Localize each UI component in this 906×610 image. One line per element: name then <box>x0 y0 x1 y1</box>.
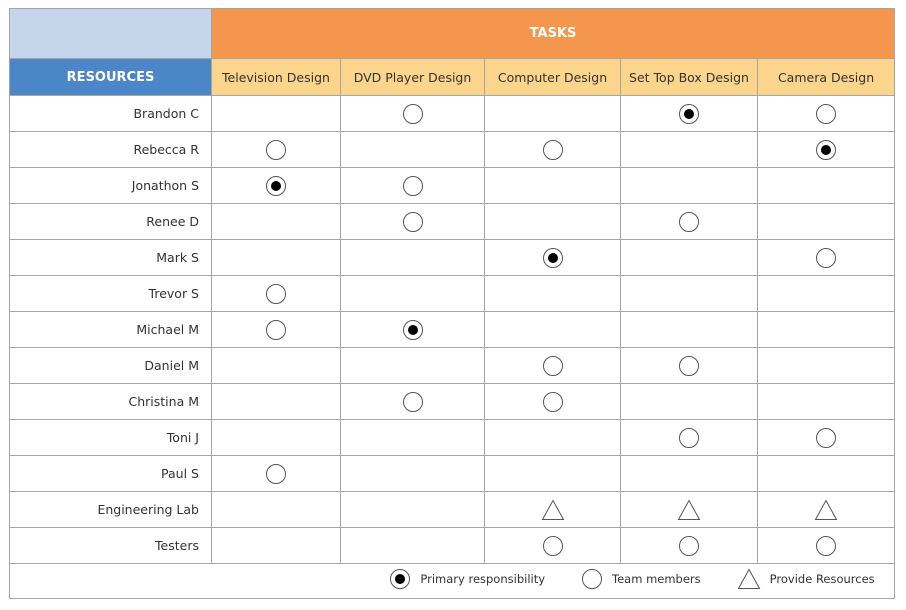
assignment-cell <box>758 240 895 276</box>
resource-name: Toni J <box>10 420 212 456</box>
assignment-cell <box>621 456 758 492</box>
resource-name: Jonathon S <box>10 168 212 204</box>
assignment-cell <box>485 276 621 312</box>
assignment-cell <box>212 168 341 204</box>
table-row <box>10 348 895 384</box>
team-member-icon <box>815 427 837 449</box>
table-row <box>10 132 895 168</box>
team-member-icon <box>542 535 564 557</box>
assignment-cell <box>485 312 621 348</box>
table-row <box>10 240 895 276</box>
assignment-cell <box>621 420 758 456</box>
header-corner <box>10 9 212 59</box>
primary-responsibility-icon <box>402 319 424 341</box>
provide-resources-icon <box>541 499 565 521</box>
assignment-cell <box>212 132 341 168</box>
assignment-cell <box>341 312 485 348</box>
task-column-header: Set Top Box Design <box>621 59 758 96</box>
team-member-icon <box>265 319 287 341</box>
legend-row <box>10 564 895 599</box>
primary-responsibility-icon <box>542 247 564 269</box>
assignment-cell <box>485 384 621 420</box>
table-row <box>10 204 895 240</box>
team-member-icon <box>265 463 287 485</box>
team-member-icon <box>265 283 287 305</box>
resource-name: Renee D <box>10 204 212 240</box>
team-member-icon <box>542 139 564 161</box>
assignment-cell <box>485 420 621 456</box>
legend-item <box>581 568 701 590</box>
provide-resources-icon <box>814 499 838 521</box>
team-member-icon <box>815 103 837 125</box>
assignment-cell <box>341 420 485 456</box>
assignment-cell <box>485 528 621 564</box>
assignment-cell <box>758 96 895 132</box>
assignment-cell <box>758 132 895 168</box>
resource-name: Christina M <box>10 384 212 420</box>
team-member-icon <box>815 535 837 557</box>
team-member-icon <box>678 211 700 233</box>
assignment-cell <box>758 456 895 492</box>
assignment-cell <box>758 204 895 240</box>
team-member-icon <box>542 355 564 377</box>
primary-responsibility-icon <box>265 175 287 197</box>
resource-name: Rebecca R <box>10 132 212 168</box>
team-member-icon <box>402 391 424 413</box>
assignment-cell <box>621 240 758 276</box>
primary-responsibility-icon <box>815 139 837 161</box>
assignment-cell <box>341 204 485 240</box>
table-row <box>10 312 895 348</box>
assignment-cell <box>621 528 758 564</box>
assignment-cell <box>341 276 485 312</box>
table-row <box>10 492 895 528</box>
team-member-icon <box>678 427 700 449</box>
matrix-body <box>10 96 895 564</box>
assignment-cell <box>621 492 758 528</box>
team-member-icon <box>581 568 603 590</box>
assignment-cell <box>485 204 621 240</box>
tasks-header: TASKS <box>212 9 895 59</box>
assignment-cell <box>758 420 895 456</box>
assignment-cell <box>212 384 341 420</box>
resource-name: Brandon C <box>10 96 212 132</box>
team-member-icon <box>402 211 424 233</box>
resource-name: Engineering Lab <box>10 492 212 528</box>
task-column-header: Camera Design <box>758 59 895 96</box>
provide-resources-icon <box>677 499 701 521</box>
resource-name: Trevor S <box>10 276 212 312</box>
assignment-cell <box>212 420 341 456</box>
assignment-cell <box>621 348 758 384</box>
assignment-cell <box>485 348 621 384</box>
provide-resources-icon <box>737 568 761 590</box>
team-member-icon <box>402 103 424 125</box>
resource-name: Paul S <box>10 456 212 492</box>
table-row <box>10 168 895 204</box>
assignment-cell <box>485 132 621 168</box>
assignment-cell <box>341 528 485 564</box>
assignment-cell <box>341 384 485 420</box>
assignment-cell <box>621 168 758 204</box>
legend-label: Primary responsibility <box>420 572 546 586</box>
column-header-row <box>10 59 895 96</box>
assignment-cell <box>212 96 341 132</box>
assignment-cell <box>621 96 758 132</box>
team-member-icon <box>265 139 287 161</box>
assignment-cell <box>758 348 895 384</box>
assignment-cell <box>212 312 341 348</box>
assignment-cell <box>341 168 485 204</box>
assignment-cell <box>758 312 895 348</box>
responsibility-matrix <box>9 8 895 599</box>
assignment-cell <box>212 492 341 528</box>
assignment-cell <box>621 276 758 312</box>
resource-name: Mark S <box>10 240 212 276</box>
team-member-icon <box>678 355 700 377</box>
assignment-cell <box>758 276 895 312</box>
resources-header: RESOURCES <box>10 59 212 96</box>
assignment-cell <box>341 240 485 276</box>
resource-name: Daniel M <box>10 348 212 384</box>
assignment-cell <box>485 492 621 528</box>
team-member-icon <box>402 175 424 197</box>
assignment-cell <box>212 276 341 312</box>
assignment-cell <box>621 384 758 420</box>
resource-name: Testers <box>10 528 212 564</box>
assignment-cell <box>341 456 485 492</box>
assignment-cell <box>341 348 485 384</box>
table-row <box>10 528 895 564</box>
table-row <box>10 276 895 312</box>
assignment-cell <box>621 204 758 240</box>
assignment-cell <box>341 132 485 168</box>
task-column-header: Television Design <box>212 59 341 96</box>
assignment-cell <box>485 168 621 204</box>
legend-items <box>29 568 874 590</box>
assignment-cell <box>758 384 895 420</box>
table-row <box>10 456 895 492</box>
assignment-cell <box>341 96 485 132</box>
team-member-icon <box>542 391 564 413</box>
assignment-cell <box>621 132 758 168</box>
team-member-icon <box>815 247 837 269</box>
primary-responsibility-icon <box>678 103 700 125</box>
legend <box>10 564 895 599</box>
assignment-cell <box>485 96 621 132</box>
task-column-header: DVD Player Design <box>341 59 485 96</box>
assignment-cell <box>212 348 341 384</box>
top-header-row <box>10 9 895 59</box>
legend-item <box>737 568 875 590</box>
task-column-header: Computer Design <box>485 59 621 96</box>
legend-label: Provide Resources <box>769 572 875 586</box>
table-row <box>10 96 895 132</box>
assignment-cell <box>485 456 621 492</box>
table-row <box>10 384 895 420</box>
assignment-cell <box>212 528 341 564</box>
assignment-cell <box>485 240 621 276</box>
table-row <box>10 420 895 456</box>
assignment-cell <box>621 312 758 348</box>
assignment-cell <box>212 240 341 276</box>
assignment-cell <box>758 168 895 204</box>
legend-item <box>389 568 545 590</box>
assignment-cell <box>758 528 895 564</box>
resource-name: Michael M <box>10 312 212 348</box>
assignment-cell <box>341 492 485 528</box>
assignment-cell <box>212 204 341 240</box>
assignment-cell <box>758 492 895 528</box>
legend-label: Team members <box>612 572 701 586</box>
primary-responsibility-icon <box>389 568 411 590</box>
assignment-cell <box>212 456 341 492</box>
team-member-icon <box>678 535 700 557</box>
